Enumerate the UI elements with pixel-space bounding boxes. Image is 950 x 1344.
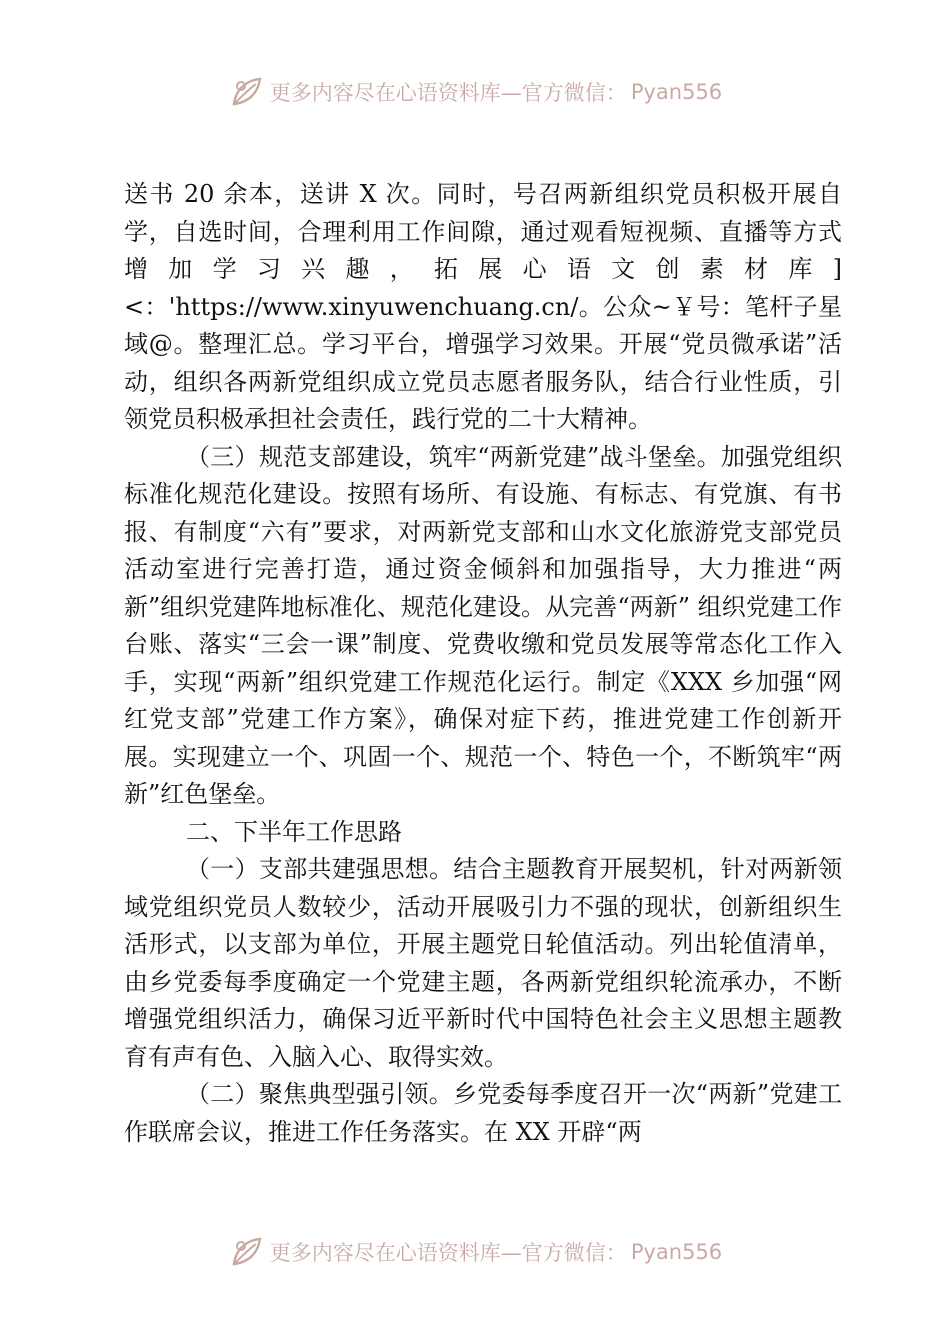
paragraph-4: （二）聚焦典型强引领。乡党委每季度召开一次“两新”党建工作联席会议，推进工作任务落实。在 XX 开辟“两 — [124, 1080, 842, 1146]
watermark-header — [0, 70, 950, 114]
leaf-logo-icon — [228, 74, 264, 110]
section-heading: 二、下半年工作思路 — [186, 817, 402, 846]
paragraph-1: 送书 20 余本，送讲 X 次。同时，号召两新组织党员积极开展自学，自选时间，合理利用工作间隙，通过观看短视频、直播等方式增加学习兴趣，拓展心语文创素材库]<：'https://www.xinyuwenchuang.cn/。公众~￥号：笔杆子星域@。整理汇总。学习平台，增强学习效果。开展“党员微承诺”活动，组织各两新党组织成立党员志愿者服务队，结合行业性质，引领党员积极承担社会责任，践行党的二十大精神。 — [124, 180, 842, 433]
paragraph-2: （三）规范支部建设，筑牢“两新党建”战斗堡垒。加强党组织标准化规范化建设。按照有场所、有设施、有标志、有党旗、有书报、有制度“六有”要求，对两新党支部和山水文化旅游党支部党员活动室进行完善打造，通过资金倾斜和加强指导，大力推进“两新”组织党建阵地标准化、规范化建设。从完善“两新” 组织党建工作台账、落实“三会一课”制度、党费收缴和党员发展等常态化工作入手，实现“两新”组织党建工作规范化运行。制定《XXX 乡加强“网红党支部”党建工作方案》，确保对症下药，推进党建工作创新开展。实现建立一个、巩固一个、规范一个、特色一个，不断筑牢“两新”红色堡垒。 — [124, 442, 842, 808]
watermark-text: 更多内容尽在心语资料库—官方微信： — [269, 81, 627, 105]
watermark-account: Pyan556 — [630, 80, 723, 104]
watermark-footer — [0, 1230, 950, 1274]
leaf-logo-icon — [228, 1234, 264, 1270]
watermark-text: 更多内容尽在心语资料库—官方微信： — [269, 1241, 627, 1265]
document-body — [124, 176, 842, 1151]
paragraph-3: （一）支部共建强思想。结合主题教育开展契机，针对两新领域党组织党员人数较少，活动开展吸引力不强的现状，创新组织生活形式，以支部为单位，开展主题党日轮值活动。列出轮值清单，由乡党委每季度确定一个党建主题，各两新党组织轮流承办，不断增强党组织活力，确保习近平新时代中国特色社会主义思想主题教育有声有色、入脑入心、取得实效。 — [124, 855, 842, 1071]
watermark-account: Pyan556 — [630, 1240, 723, 1264]
